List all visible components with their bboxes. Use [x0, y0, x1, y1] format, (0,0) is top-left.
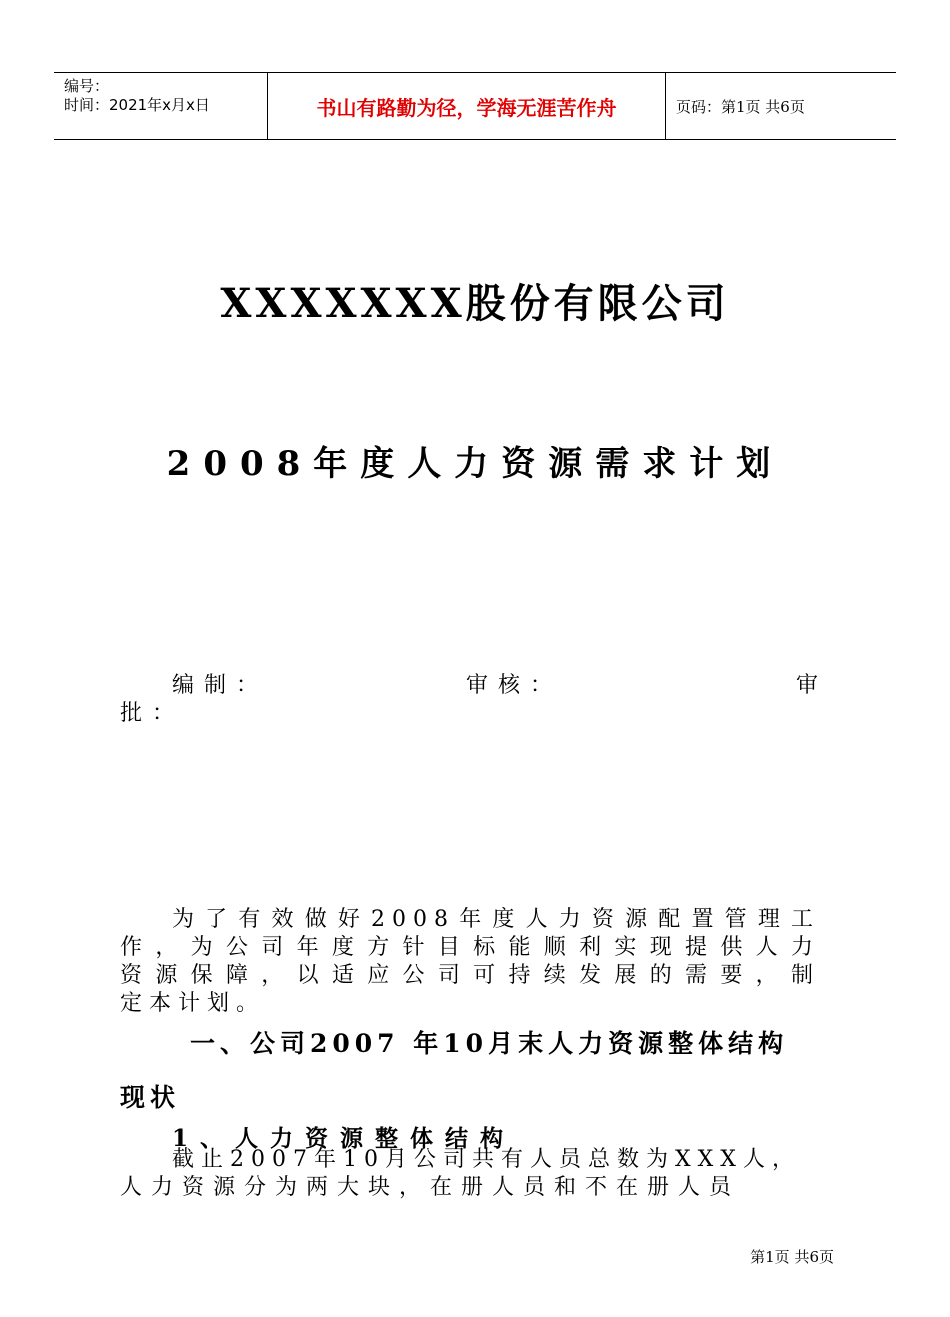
- header-motto: 书山有路勤为径，学海无涯苦作舟: [268, 73, 666, 139]
- body-line: 人力资源分为两大块，在册人员和不在册人员: [120, 1175, 741, 1200]
- intro-paragraph: [120, 906, 820, 1018]
- section-heading-continued: 现状: [120, 1083, 181, 1112]
- approver-label-part2: 批：: [120, 701, 185, 726]
- approver-label-part1: 审: [796, 673, 819, 698]
- header-page-number: 页码：第1页 共6页: [676, 97, 805, 116]
- section-heading: 一、公司2007 年10月末人力资源整体结构: [190, 1029, 789, 1058]
- page-header: [54, 72, 896, 140]
- reviewer-label: 审核：: [466, 673, 563, 698]
- document-number-label: 编号：: [64, 77, 110, 95]
- company-name: XXXXXXX股份有限公司: [220, 280, 730, 327]
- intro-line: 为了有效做好2008年度人力资源配置管理工: [172, 907, 820, 932]
- compiler-label: 编制：: [172, 673, 269, 698]
- subsection-heading: 1、人力资源整体结构: [172, 1125, 516, 1152]
- intro-line: 定本计划。: [120, 991, 266, 1016]
- document-time-label: 时间：2021年x月x日: [64, 96, 210, 114]
- page-footer: 第1页 共6页: [750, 1248, 834, 1266]
- plan-title: 2008年度人力资源需求计划: [166, 444, 784, 484]
- intro-line: 资源保障，以适应公司可持续发展的需要，制: [120, 963, 820, 988]
- intro-line: 作，为公司年度方针目标能顺利实现提供人力: [120, 935, 820, 960]
- section-body: [120, 1146, 820, 1202]
- body-line: 截止2007年10月公司共有人员总数为XXX人，: [172, 1147, 801, 1172]
- header-meta: [54, 73, 268, 139]
